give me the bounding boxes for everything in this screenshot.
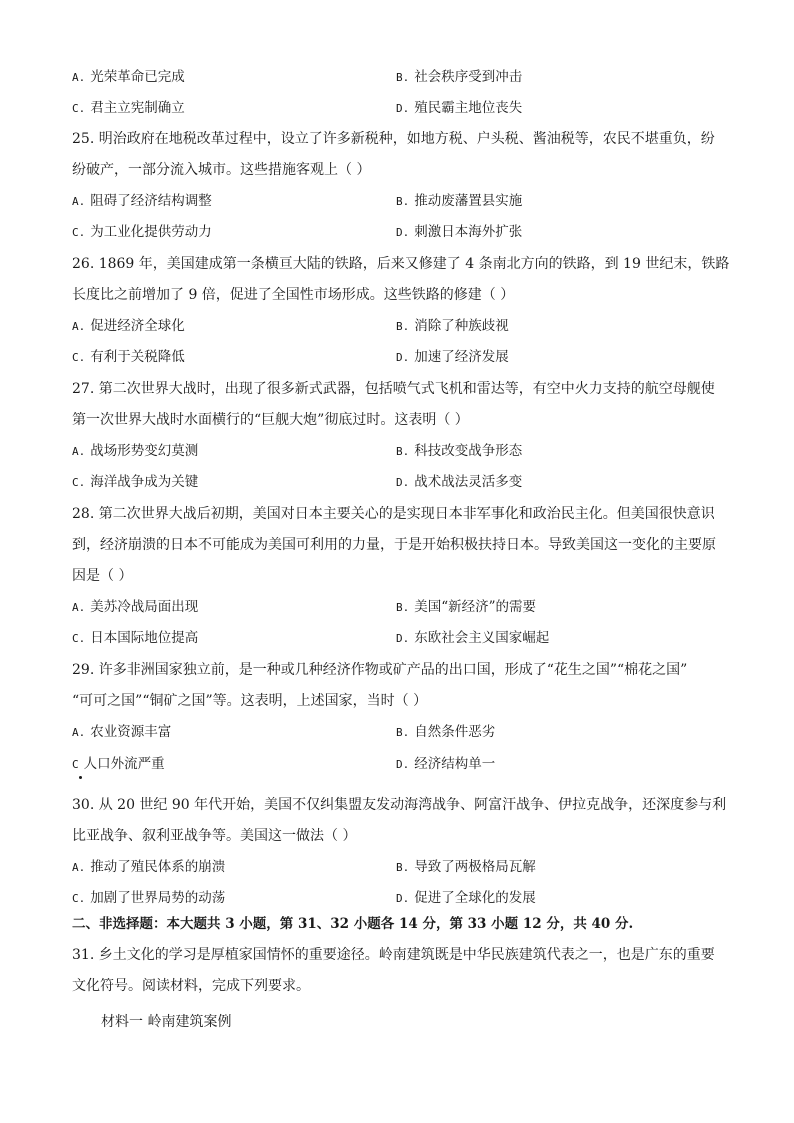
- q30-option-a: [72, 857, 225, 878]
- q25-option-a: [72, 191, 212, 212]
- q31-stem-line1: 31. 乡土文化的学习是厚植家国情怀的重要途径。岭南建筑既是中华民族建筑代表之一，也是广东的重要: [72, 947, 715, 963]
- option-text: 经济结构单一: [414, 756, 496, 772]
- q25-stem-line1: 25. 明治政府在地税改革过程中，设立了许多新税种，如地方税、户头税、酱油税等，农民不堪重负，纷: [72, 131, 715, 147]
- q29-stem-line2: “可可之国”“铜矿之国”等。这表明，上述国家，当时（ ）: [72, 693, 428, 709]
- q27-option-d: [396, 472, 522, 493]
- option-letter: A.: [72, 445, 86, 458]
- option-letter: A.: [72, 726, 86, 739]
- option-text: 推动了殖民体系的崩溃: [90, 859, 226, 875]
- q30-stem-line2: 比亚战争、叙利亚战争等。美国这一做法（ ）: [72, 828, 357, 844]
- option-letter: D.: [396, 758, 410, 771]
- q30-option-d: [396, 888, 536, 909]
- q26-stem-line2: 长度比之前增加了 9 倍，促进了全国性市场形成。这些铁路的修建（ ）: [72, 287, 515, 303]
- option-text: 有利于关税降低: [90, 349, 185, 365]
- option-text: 美苏冷战局面出现: [90, 599, 199, 615]
- q25-option-c: [72, 222, 212, 243]
- q28-option-c: [72, 628, 198, 649]
- q28-option-a: [72, 597, 198, 618]
- option-letter: A.: [72, 601, 86, 614]
- q29-option-d: [396, 754, 495, 775]
- option-letter: A.: [72, 195, 86, 208]
- q30-option-c: [72, 888, 225, 909]
- option-text: 君主立宪制确立: [90, 100, 185, 116]
- option-letter: C.: [72, 476, 86, 489]
- q31-material-label: 材料一 岭南建筑案例: [101, 1014, 232, 1030]
- q28-option-d: [396, 628, 549, 649]
- option-text: 自然条件恶劣: [414, 724, 496, 740]
- option-letter: C.: [72, 226, 86, 239]
- option-letter: B.: [396, 71, 410, 84]
- q25-option-b: [396, 191, 522, 212]
- q26-option-a: [72, 316, 185, 337]
- q24-option-b: [396, 67, 522, 88]
- stray-dot-mark: [79, 776, 82, 779]
- option-letter: B.: [396, 601, 410, 614]
- option-text: 日本国际地位提高: [90, 630, 199, 646]
- q24-option-d: [396, 98, 522, 119]
- q26-option-d: [396, 347, 509, 368]
- q28-stem-line2: 到，经济崩溃的日本不可能成为美国可利用的力量，于是开始积极扶持日本。导致美国这一变化的主要原: [72, 537, 716, 553]
- option-text: 光荣革命已完成: [90, 69, 185, 85]
- option-text: 美国“新经济”的需要: [414, 599, 537, 615]
- option-letter: C.: [72, 632, 86, 645]
- option-text: 社会秩序受到冲击: [414, 69, 523, 85]
- q31-stem-line2: 文化符号。阅读材料，完成下列要求。: [72, 978, 310, 994]
- q24-option-c: [72, 98, 185, 119]
- q26-option-c: [72, 347, 185, 368]
- option-letter: D.: [396, 102, 410, 115]
- q29-stem-line1: 29. 许多非洲国家独立前，是一种或几种经济作物或矿产品的出口国，形成了“花生之国”“棉花之国”: [72, 662, 688, 678]
- option-letter: B.: [396, 195, 410, 208]
- q27-option-b: [396, 441, 522, 462]
- option-letter: C.: [72, 102, 86, 115]
- option-letter: B.: [396, 320, 410, 333]
- option-text: 加剧了世界局势的动荡: [90, 890, 226, 906]
- q28-stem-line1: 28. 第二次世界大战后初期，美国对日本主要关心的是实现日本非军事化和政治民主化。但美国很快意识: [72, 506, 715, 522]
- option-letter: D.: [396, 632, 410, 645]
- option-text: 战场形势变幻莫测: [90, 443, 199, 459]
- option-letter: D.: [396, 351, 410, 364]
- option-letter: B.: [396, 861, 410, 874]
- option-letter: D.: [396, 226, 410, 239]
- option-letter: B.: [396, 726, 410, 739]
- option-letter: C: [72, 758, 79, 771]
- option-text: 人口外流严重: [83, 756, 165, 772]
- q26-stem-line1: 26. 1869 年，美国建成第一条横亘大陆的铁路，后来又修建了 4 条南北方向的铁路，到 19 世纪末，铁路: [72, 256, 730, 272]
- q26-option-b: [396, 316, 509, 337]
- option-text: 战术战法灵活多变: [414, 474, 523, 490]
- option-text: 促进经济全球化: [90, 318, 185, 334]
- q27-stem-line2: 第一次世界大战时水面横行的“巨舰大炮”彻底过时。这表明（ ）: [72, 412, 469, 428]
- q29-option-a: [72, 722, 171, 743]
- option-text: 消除了种族歧视: [414, 318, 509, 334]
- q30-option-b: [396, 857, 536, 878]
- option-text: 导致了两极格局瓦解: [414, 859, 536, 875]
- q28-option-b: [396, 597, 536, 618]
- option-text: 为工业化提供劳动力: [90, 224, 212, 240]
- q27-option-a: [72, 441, 198, 462]
- q24-option-a: [72, 67, 185, 88]
- option-letter: D.: [396, 892, 410, 905]
- option-letter: C.: [72, 351, 86, 364]
- option-letter: A.: [72, 861, 86, 874]
- q25-option-d: [396, 222, 522, 243]
- q27-stem-line1: 27. 第二次世界大战时，出现了很多新式武器，包括喷气式飞机和雷达等，有空中火力支持的航空母舰使: [72, 381, 715, 397]
- option-text: 刺激日本海外扩张: [414, 224, 523, 240]
- option-text: 海洋战争成为关键: [90, 474, 199, 490]
- option-letter: D.: [396, 476, 410, 489]
- q28-stem-line3: 因是（ ）: [72, 568, 133, 584]
- option-text: 促进了全球化的发展: [414, 890, 536, 906]
- option-text: 加速了经济发展: [414, 349, 509, 365]
- section-heading: 二、非选择题：本大题共 3 小题，第 31、32 小题各 14 分，第 33 小题 12 分，共 40 分.: [72, 916, 634, 932]
- q29-option-c: [72, 754, 165, 775]
- option-letter: A.: [72, 320, 86, 333]
- option-letter: B.: [396, 445, 410, 458]
- q30-stem-line1: 30. 从 20 世纪 90 年代开始，美国不仅纠集盟友发动海湾战争、阿富汗战争、伊拉克战争，还深度参与利: [72, 797, 727, 813]
- option-text: 东欧社会主义国家崛起: [414, 630, 550, 646]
- option-text: 科技改变战争形态: [414, 443, 523, 459]
- q29-option-b: [396, 722, 495, 743]
- option-text: 农业资源丰富: [90, 724, 172, 740]
- option-text: 殖民霸主地位丧失: [414, 100, 523, 116]
- q27-option-c: [72, 472, 198, 493]
- option-text: 推动废藩置县实施: [414, 193, 523, 209]
- option-letter: A.: [72, 71, 86, 84]
- option-text: 阻碍了经济结构调整: [90, 193, 212, 209]
- option-letter: C.: [72, 892, 86, 905]
- q25-stem-line2: 纷破产，一部分流入城市。这些措施客观上（ ）: [72, 162, 371, 178]
